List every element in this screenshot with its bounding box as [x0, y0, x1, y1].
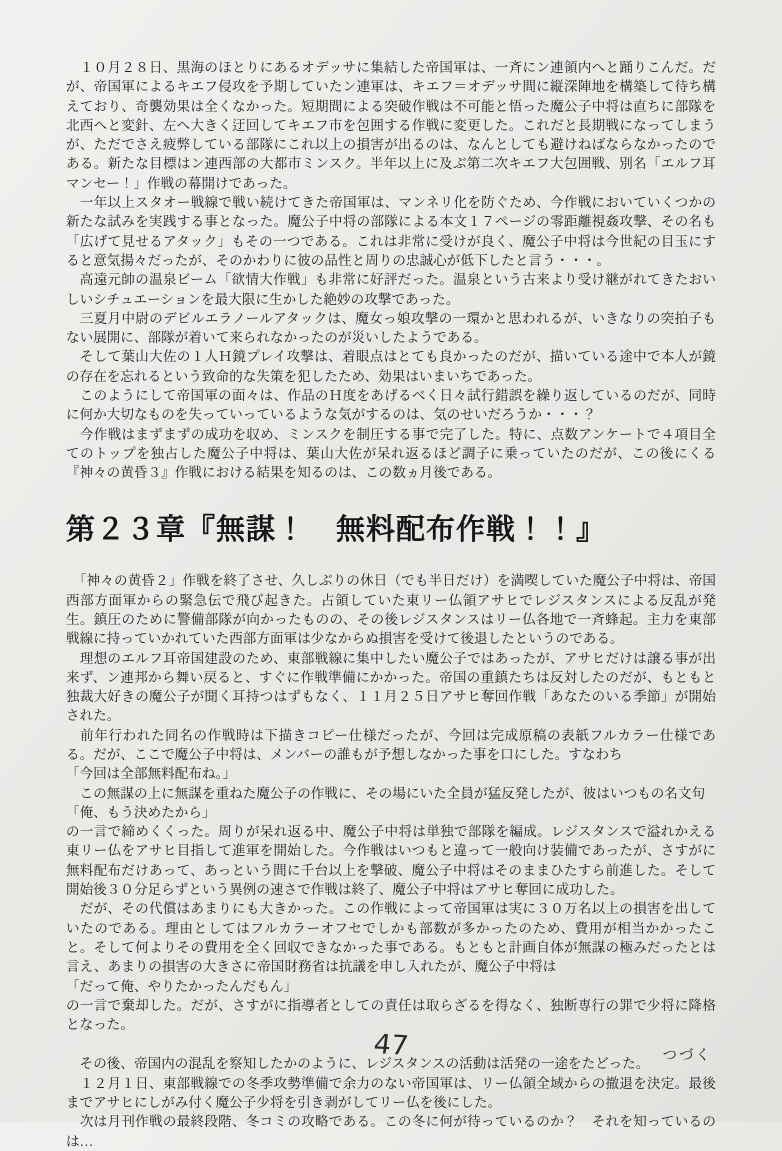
- paragraph: 理想のエルフ耳帝国建設のため、東部戦線に集中したい魔公子ではあったが、アサヒだけは譲る事が出来ず、ン連邦から舞い戻ると、すぐに作戦準備にかかった。帝国の重鎮たちは反対したのだが、もともと独裁大好きの魔公子が聞く耳持つはずもなく、１１月２５日アサヒ奪回作戦「あなたのいる季節」が開始された。: [66, 650, 716, 724]
- page-footer: [66, 1028, 716, 1076]
- paragraph: このようにして帝国軍の面々は、作品のＨ度をあげるべく日々試行錯誤を繰り返しているのだが、同時に何か大切なものを失っていっているような気がするのは、気のせいだろうか・・・？: [66, 388, 716, 423]
- paragraph: 前年行われた同名の作戦時は下描きコピー仕様だったが、今回は完成原稿の表紙フルカラー仕様である。だが、ここで魔公子中将は、メンバーの誰もが予想しなかった事を口にした。すなわち: [66, 727, 716, 762]
- paragraph: の一言で締めくくった。周りが呆れ返る中、魔公子中将は単独で部隊を編成。レジスタンスで溢れかえる東リー仏をアサヒ目指して進軍を開始した。今作戦はいつもと違って一般向け装備であったが、さすがに無料配布だけあって、あっという間に千台以上を撃破、魔公子中将はそのままひたすら前進した。そして開始後３０分足らずという異例の速さで作戦は終了、魔公子中将はアサヒ奪回に成功した。: [66, 824, 716, 898]
- paragraph: 次は月刊作戦の最終段階、冬コミの攻略である。この冬に何が待っているのか？ それを知っているのは…: [66, 1114, 716, 1149]
- paragraph: 高遠元帥の温泉ビーム「欲情大作戦」も非常に好評だった。温泉という古来より受け継がれてきたおいしいシチュエーションを最大限に生かした絶妙の攻撃であった。: [66, 272, 716, 307]
- paragraph: の一言で棄却した。だが、さすがに指導者としての責任は取らざるを得なく、独断専行の罪で少将に降格となった。: [66, 997, 716, 1033]
- page-number: 47: [371, 1029, 411, 1062]
- paragraph: 一年以上スタオー戦線で戦い続けてきた帝国軍は、マンネリ化を防ぐため、今作戦においていくつかの新たな試みを実践する事となった。魔公子中将の部隊による本文１７ページの零距離視姦攻撃、その名も「広げて見せるアタック」もその一つである。これは非常に受けが良く、魔公子中将は今世紀の目玉にすると意気揚々だったが、そのかわりに彼の品性と周りの忠誠心が低下したと言う・・・。: [66, 195, 716, 268]
- afterword-section-2: [66, 571, 716, 1034]
- paragraph: １２月１日、東部戦線での冬季攻勢準備で余力のない帝国軍は、リー仏領全域からの撤退を決定。最後までアサヒにしがみ付く魔公子少将を引き剥がしてリー仏を後にした。: [66, 1075, 716, 1111]
- chapter-heading: 第２３章『無謀！ 無料配布作戦！！』: [66, 513, 607, 546]
- paragraph: 三夏月中尉のデビルエラノールアタックは、魔女っ娘攻撃の一環かと思われるが、いきなりの突拍子もない展開に、部隊が着いて来られなかったのが災いしたようである。: [66, 310, 716, 346]
- afterword-section-1: [66, 58, 716, 483]
- paragraph: １０月２８日、黒海のほとりにあるオデッサに集結した帝国軍は、一斉にン連領内へと踊りこんだ。だが、帝国軍によるキエフ侵攻を予期していたン連軍は、キエフ＝オデッサ間に縦深陣地を構築して待ち構えており、奇襲効果は全くなかった。短期間による突破作戦は不可能と悟った魔公子中将は直ちに部隊を北西へと変針、左へ大きく迂回してキエフ市を包囲する作戦に変更した。これだと長期戦になってしまうが、ただでさえ疲弊している部隊にこれ以上の損害が出るのは、なんとしても避けねばならなかったのである。新たな目標はン連西部の大都市ミンスク。半年以上に及ぶ第二次キエフ大包囲戦、別名「エルフ耳マンセー！」作戦の幕開けであった。: [66, 60, 716, 191]
- paragraph: 「今回は全部無料配布ね。」: [66, 766, 237, 782]
- paragraph: 「神々の黄昏２」作戦を終了させ、久しぶりの休日（でも半日だけ）を満喫していた魔公子中将は、帝国西部方面軍からの緊急伝で飛び起きた。占領していた東リー仏領アサヒでレジスタンスによる反乱が発生。鎮圧のために警備部隊が向かったものの、その後レジスタンスはリー仏各地で一斉蜂起。主力を東部戦線に持っていかれていた西部方面軍は少なからぬ損害を受けて後退したというのである。: [66, 573, 716, 647]
- paragraph: そして葉山大佐の１人Ｈ鏡プレイ攻撃は、着眼点はとても良かったのだが、描いている途中で本人が鏡の存在を忘れるという致命的な失策を犯したため、効果はいまいちであった。: [66, 349, 716, 384]
- paragraph: その後、帝国内の混乱を察知したかのように、レジスタンスの活動は活発の一途をたどった。: [66, 1056, 650, 1072]
- paragraph: 「だって俺、やりたかったんだもん」: [66, 978, 298, 994]
- paragraph: この無謀の上に無謀を重ねた魔公子の作戦に、その場にいた全員が猛反発したが、彼はいつもの名文句: [66, 785, 706, 801]
- paragraph: 今作戦はまずまずの成功を収め、ミンスクを制圧する事で完了した。特に、点数アンケートで４項目全てのトップを独占した魔公子中将は、葉山大佐が呆れ返るほど調子に乗っていたのだが、この後にくる『神々の黄昏３』作戦における結果を知るのは、この数ヵ月後である。: [66, 426, 716, 481]
- to-be-continued-label: つづく: [662, 1048, 712, 1064]
- paragraph: 「俺、もう決めたから」: [66, 804, 216, 820]
- paragraph: だが、その代償はあまりにも大きかった。この作戦によって帝国軍は実に３０万名以上の損害を出していたのである。理由としてはフルカラーオフセでしかも部数が多かったのため、費用が相当かかったこと。そして何よりその費用を全く回収できなかった事である。もともと計画自体が無謀の極みだったとは言え、あまりの損害の大きさに帝国財務省は抗議を申し入れたが、魔公子中将は: [66, 901, 716, 975]
